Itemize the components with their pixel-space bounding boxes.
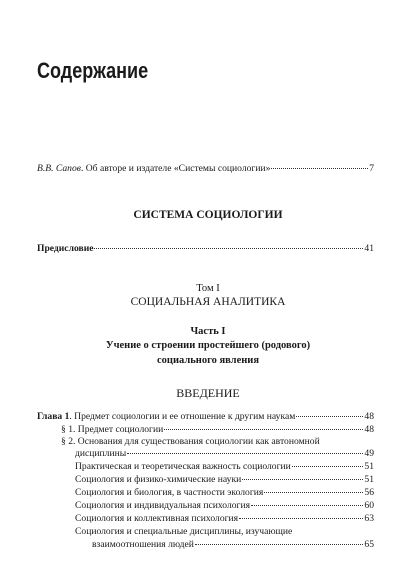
toc-entry-subsection[interactable] — [75, 513, 374, 524]
chapter-title: . Предмет социологии и ее отношение к другим наукам — [69, 411, 296, 422]
toc-entry-editor[interactable] — [37, 163, 374, 174]
page-number: 51 — [364, 474, 374, 485]
dot-leader — [127, 453, 363, 454]
entry-text: дисциплины — [75, 448, 127, 459]
chapter-label: Глава 1 — [37, 411, 70, 422]
page-number: 65 — [364, 539, 374, 550]
entry-text: § 1. Предмет социологии — [61, 424, 164, 435]
toc-entry-subsection[interactable] — [75, 461, 374, 472]
toc-entry-section-1[interactable] — [61, 424, 374, 435]
volume-label: Том I — [196, 283, 220, 294]
toc-entry-subsection-line-2[interactable] — [92, 539, 374, 550]
entry-text: Социология и биология, в частности экология — [75, 487, 264, 498]
volume-title: СОЦИАЛЬНАЯ АНАЛИТИКА — [130, 296, 286, 308]
entry-text: Практическая и теоретическая важность социологии — [75, 461, 291, 472]
system-heading: СИСТЕМА СОЦИОЛОГИИ — [133, 209, 283, 221]
page-number: 41 — [364, 243, 374, 254]
dot-leader — [296, 416, 363, 417]
page-number: 7 — [369, 163, 374, 174]
entry-text: взаимоотношения людей — [92, 539, 194, 550]
page-number: 48 — [364, 424, 374, 435]
part-title-line-2: социального явления — [156, 355, 260, 366]
entry-text: Социология и физико-химические науки — [75, 474, 242, 485]
preface-label: Предисловие — [37, 243, 94, 254]
editor-author: В.В. Сапов — [37, 163, 81, 174]
toc-entry-section-2-line-1[interactable]: § 2. Основания для существования социологии как автономной — [61, 436, 320, 447]
editor-entry-text: . Об авторе и издателе «Системы социологии» — [80, 163, 271, 174]
toc-entry-chapter-1[interactable] — [37, 411, 374, 422]
toc-entry-section-2-line-2[interactable] — [75, 448, 374, 459]
page-number: 60 — [364, 500, 374, 511]
page-number: 49 — [364, 448, 374, 459]
dot-leader — [164, 429, 363, 430]
part-label: Часть I — [190, 326, 226, 337]
page-number: 56 — [364, 487, 374, 498]
toc-entry-subsection[interactable] — [75, 500, 374, 511]
introduction-heading: ВВЕДЕНИЕ — [176, 386, 240, 400]
dot-leader — [271, 168, 368, 169]
toc-entry-subsection[interactable] — [75, 487, 374, 498]
page-title: Содержание — [37, 58, 149, 83]
dot-leader — [264, 492, 363, 493]
dot-leader — [239, 518, 363, 519]
page-number: 48 — [364, 411, 374, 422]
dot-leader — [242, 479, 363, 480]
dot-leader — [94, 248, 363, 249]
toc-entry-subsection-line-1[interactable]: Социология и специальные дисциплины, изучающие — [75, 526, 293, 537]
part-title-line-1: Учение о строении простейшего (родового) — [105, 340, 311, 351]
entry-text: Социология и индивидуальная психология — [75, 500, 251, 511]
dot-leader — [292, 466, 364, 467]
entry-text: Социология и коллективная психология — [75, 513, 239, 524]
page-number: 51 — [364, 461, 374, 472]
toc-entry-preface[interactable] — [37, 243, 374, 254]
dot-leader — [251, 505, 363, 506]
dot-leader — [195, 544, 364, 545]
toc-entry-subsection[interactable] — [75, 474, 374, 485]
page-number: 63 — [364, 513, 374, 524]
